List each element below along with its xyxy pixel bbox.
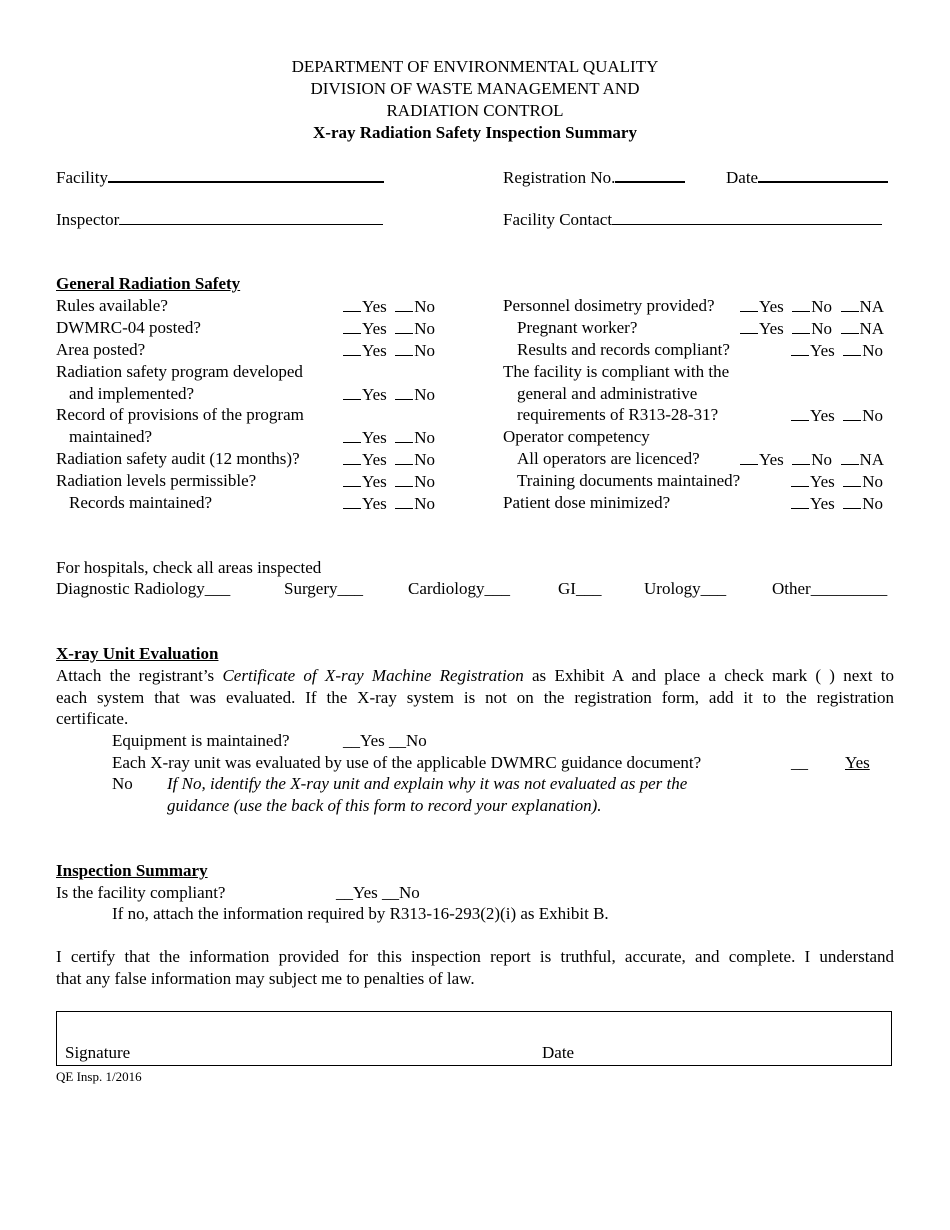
yes-label: Yes xyxy=(362,450,387,469)
inspector-line[interactable] xyxy=(119,208,383,225)
xray-instructions-line2: each system that was evaluated. If the X-ray system is not on the registration form, add it to the registration xyxy=(56,688,894,707)
yes-checkbox[interactable] xyxy=(343,492,361,509)
question-facility-compliant: The facility is compliant with the xyxy=(503,362,730,381)
no-label: No xyxy=(414,297,436,316)
na-checkbox[interactable] xyxy=(841,448,859,465)
question-facility-compliant-line2: general and administrative xyxy=(517,384,698,403)
no-label: No xyxy=(811,319,833,338)
na-checkbox[interactable] xyxy=(841,295,859,312)
registration-field[interactable] xyxy=(503,165,685,189)
answer-record-maintained[interactable] xyxy=(343,426,435,449)
yes-checkbox[interactable] xyxy=(791,470,809,487)
yes-label: Yes xyxy=(810,341,835,360)
question-operators-licenced: All operators are licenced? xyxy=(517,449,700,468)
registration-label: Registration No. xyxy=(503,168,616,187)
no-label: No xyxy=(862,472,884,491)
xray-no-instructions-line2: guidance (use the back of this form to record your explanation). xyxy=(167,796,602,815)
answer-facility-compliant[interactable] xyxy=(791,404,883,427)
question-facility-compliant-summary: Is the facility compliant? xyxy=(56,883,226,902)
certification-line1: I certify that the information provided for this inspection report is truthful, accurate, and complete. I understand xyxy=(56,947,894,966)
facility-field[interactable] xyxy=(56,165,384,189)
question-operator-competency: Operator competency xyxy=(503,427,650,446)
answer-dwmrc04-posted[interactable] xyxy=(343,317,435,340)
xray-instructions-pre: Attach the registrant’s xyxy=(56,666,223,685)
answer-safety-audit[interactable] xyxy=(343,448,435,471)
date-line[interactable] xyxy=(758,165,888,183)
no-label: No xyxy=(862,494,884,513)
na-label: NA xyxy=(859,297,885,316)
area-cardiology[interactable]: Cardiology___ xyxy=(408,579,510,598)
no-checkbox[interactable] xyxy=(843,404,861,421)
area-diagnostic-radiology[interactable]: Diagnostic Radiology___ xyxy=(56,579,231,598)
answer-dosimetry-provided[interactable] xyxy=(740,295,884,318)
facility-line[interactable] xyxy=(108,165,384,183)
no-checkbox[interactable] xyxy=(395,426,413,443)
yes-checkbox[interactable] xyxy=(343,470,361,487)
no-checkbox[interactable] xyxy=(843,339,861,356)
yes-checkbox[interactable] xyxy=(343,295,361,312)
no-label: No xyxy=(414,472,436,491)
yes-checkbox[interactable] xyxy=(740,295,758,312)
yes-label: Yes xyxy=(810,406,835,425)
question-equipment-maintained: Equipment is maintained? xyxy=(112,731,290,750)
answer-area-posted[interactable] xyxy=(343,339,435,362)
yes-label: Yes xyxy=(759,297,784,316)
yes-label: Yes xyxy=(362,428,387,447)
answer-unit-evaluated-no[interactable]: No xyxy=(112,774,133,793)
no-label: No xyxy=(414,450,436,469)
question-pregnant-worker: Pregnant worker? xyxy=(517,318,638,337)
yes-checkbox[interactable] xyxy=(791,404,809,421)
answer-levels-permissible[interactable] xyxy=(343,470,435,493)
question-records-maintained: Records maintained? xyxy=(69,493,213,512)
yes-checkbox[interactable] xyxy=(343,339,361,356)
answer-facility-compliant-summary[interactable]: __Yes __No xyxy=(336,883,420,902)
question-safety-audit: Radiation safety audit (12 months)? xyxy=(56,449,300,468)
yes-checkbox[interactable] xyxy=(343,383,361,400)
division-name: DIVISION OF WASTE MANAGEMENT AND xyxy=(310,79,640,98)
facility-contact-field[interactable] xyxy=(503,208,882,231)
xray-section-heading: X-ray Unit Evaluation xyxy=(56,644,219,663)
no-label: No xyxy=(414,341,436,360)
xray-no-instructions-line1: If No, identify the X-ray unit and explain why it was not evaluated as per the xyxy=(167,774,688,793)
registration-line[interactable] xyxy=(615,165,685,183)
no-checkbox[interactable] xyxy=(792,448,810,465)
question-patient-dose: Patient dose minimized? xyxy=(503,493,671,512)
yes-checkbox[interactable] xyxy=(791,492,809,509)
answer-results-compliant[interactable] xyxy=(791,339,883,362)
division-name-line2: RADIATION CONTROL xyxy=(386,101,564,120)
form-title: X-ray Radiation Safety Inspection Summary xyxy=(313,123,637,142)
na-label: NA xyxy=(859,450,885,469)
no-checkbox[interactable] xyxy=(792,317,810,334)
yes-checkbox[interactable] xyxy=(343,426,361,443)
question-results-compliant: Results and records compliant? xyxy=(517,340,730,359)
question-record-provisions: Record of provisions of the program xyxy=(56,405,304,424)
yes-label: Yes xyxy=(362,472,387,491)
inspector-field[interactable] xyxy=(56,208,383,231)
question-program-implemented: and implemented? xyxy=(69,384,195,403)
yes-checkbox[interactable] xyxy=(791,339,809,356)
no-label: No xyxy=(414,319,436,338)
question-unit-evaluated: Each X-ray unit was evaluated by use of the applicable DWMRC guidance document? xyxy=(112,753,702,772)
department-name: DEPARTMENT OF ENVIRONMENTAL QUALITY xyxy=(291,57,659,76)
area-gi[interactable]: GI___ xyxy=(558,579,602,598)
answer-rules-available[interactable] xyxy=(343,295,435,318)
xray-instructions-post: as Exhibit A and place a check mark ( ) next to xyxy=(523,666,894,685)
no-checkbox[interactable] xyxy=(395,295,413,312)
no-label: No xyxy=(862,406,884,425)
no-label: No xyxy=(862,341,884,360)
yes-label: Yes xyxy=(362,319,387,338)
question-rules-available: Rules available? xyxy=(56,296,168,315)
question-training-documents: Training documents maintained? xyxy=(517,471,741,490)
area-surgery[interactable]: Surgery___ xyxy=(284,579,364,598)
facility-label: Facility xyxy=(56,168,108,187)
signature-label: Signature xyxy=(65,1043,131,1062)
yes-label: Yes xyxy=(759,450,784,469)
hospitals-intro: For hospitals, check all areas inspected xyxy=(56,558,322,577)
inspector-label: Inspector xyxy=(56,210,120,229)
area-urology[interactable]: Urology___ xyxy=(644,579,727,598)
question-dosimetry-provided: Personnel dosimetry provided? xyxy=(503,296,715,315)
area-other[interactable]: Other_________ xyxy=(772,579,888,598)
xray-instructions-line3: certificate. xyxy=(56,709,129,728)
question-dwmrc04-posted: DWMRC-04 posted? xyxy=(56,318,201,337)
question-program-developed: Radiation safety program developed xyxy=(56,362,303,381)
yes-label: Yes xyxy=(759,319,784,338)
no-checkbox[interactable] xyxy=(395,448,413,465)
answer-training-documents[interactable] xyxy=(791,470,883,493)
na-label: NA xyxy=(859,319,885,338)
facility-contact-line[interactable] xyxy=(612,208,882,225)
question-facility-compliant-line3: requirements of R313-28-31? xyxy=(517,405,719,424)
no-label: No xyxy=(414,385,436,404)
question-record-maintained: maintained? xyxy=(69,427,153,446)
answer-equipment-maintained[interactable]: __Yes __No xyxy=(343,731,427,750)
no-label: No xyxy=(811,450,833,469)
yes-checkbox[interactable] xyxy=(740,448,758,465)
answer-operators-licenced[interactable] xyxy=(740,448,884,471)
yes-label: Yes xyxy=(362,385,387,404)
summary-exhibit-b-instruction: If no, attach the information required by R313-16-293(2)(i) as Exhibit B. xyxy=(112,904,609,923)
no-checkbox[interactable] xyxy=(843,492,861,509)
na-checkbox[interactable] xyxy=(841,317,859,334)
answer-patient-dose[interactable] xyxy=(791,492,883,515)
yes-checkbox[interactable] xyxy=(343,448,361,465)
date-label: Date xyxy=(726,168,759,187)
no-checkbox[interactable] xyxy=(395,339,413,356)
answer-records-maintained[interactable] xyxy=(343,492,435,515)
yes-label: Yes xyxy=(810,472,835,491)
no-checkbox[interactable] xyxy=(843,470,861,487)
xray-certificate-name: Certificate of X-ray Machine Registration xyxy=(222,666,524,685)
no-label: No xyxy=(414,428,436,447)
yes-label: Yes xyxy=(362,494,387,513)
question-levels-permissible: Radiation levels permissible? xyxy=(56,471,257,490)
form-id: QE Insp. 1/2016 xyxy=(56,1069,142,1084)
yes-label: Yes xyxy=(362,341,387,360)
answer-unit-evaluated-blank[interactable]: __ xyxy=(791,753,808,772)
yes-label: Yes xyxy=(810,494,835,513)
certification-line2: that any false information may subject me to penalties of law. xyxy=(56,969,475,988)
yes-checkbox[interactable] xyxy=(343,317,361,334)
answer-pregnant-worker[interactable] xyxy=(740,317,884,340)
no-checkbox[interactable] xyxy=(792,295,810,312)
facility-contact-label: Facility Contact xyxy=(503,210,613,229)
general-section-heading: General Radiation Safety xyxy=(56,274,241,293)
signature-box[interactable] xyxy=(56,1011,892,1066)
no-checkbox[interactable] xyxy=(395,492,413,509)
no-checkbox[interactable] xyxy=(395,317,413,334)
answer-program-implemented[interactable] xyxy=(343,383,435,406)
no-checkbox[interactable] xyxy=(395,470,413,487)
xray-instructions-line1 xyxy=(56,665,894,687)
yes-label: Yes xyxy=(362,297,387,316)
yes-checkbox[interactable] xyxy=(740,317,758,334)
no-label: No xyxy=(811,297,833,316)
no-label: No xyxy=(414,494,436,513)
date-field[interactable] xyxy=(726,165,888,189)
answer-unit-evaluated-yes[interactable]: Yes xyxy=(845,753,870,772)
no-checkbox[interactable] xyxy=(395,383,413,400)
question-area-posted: Area posted? xyxy=(56,340,146,359)
signature-date-label: Date xyxy=(542,1043,575,1062)
summary-section-heading: Inspection Summary xyxy=(56,861,208,880)
